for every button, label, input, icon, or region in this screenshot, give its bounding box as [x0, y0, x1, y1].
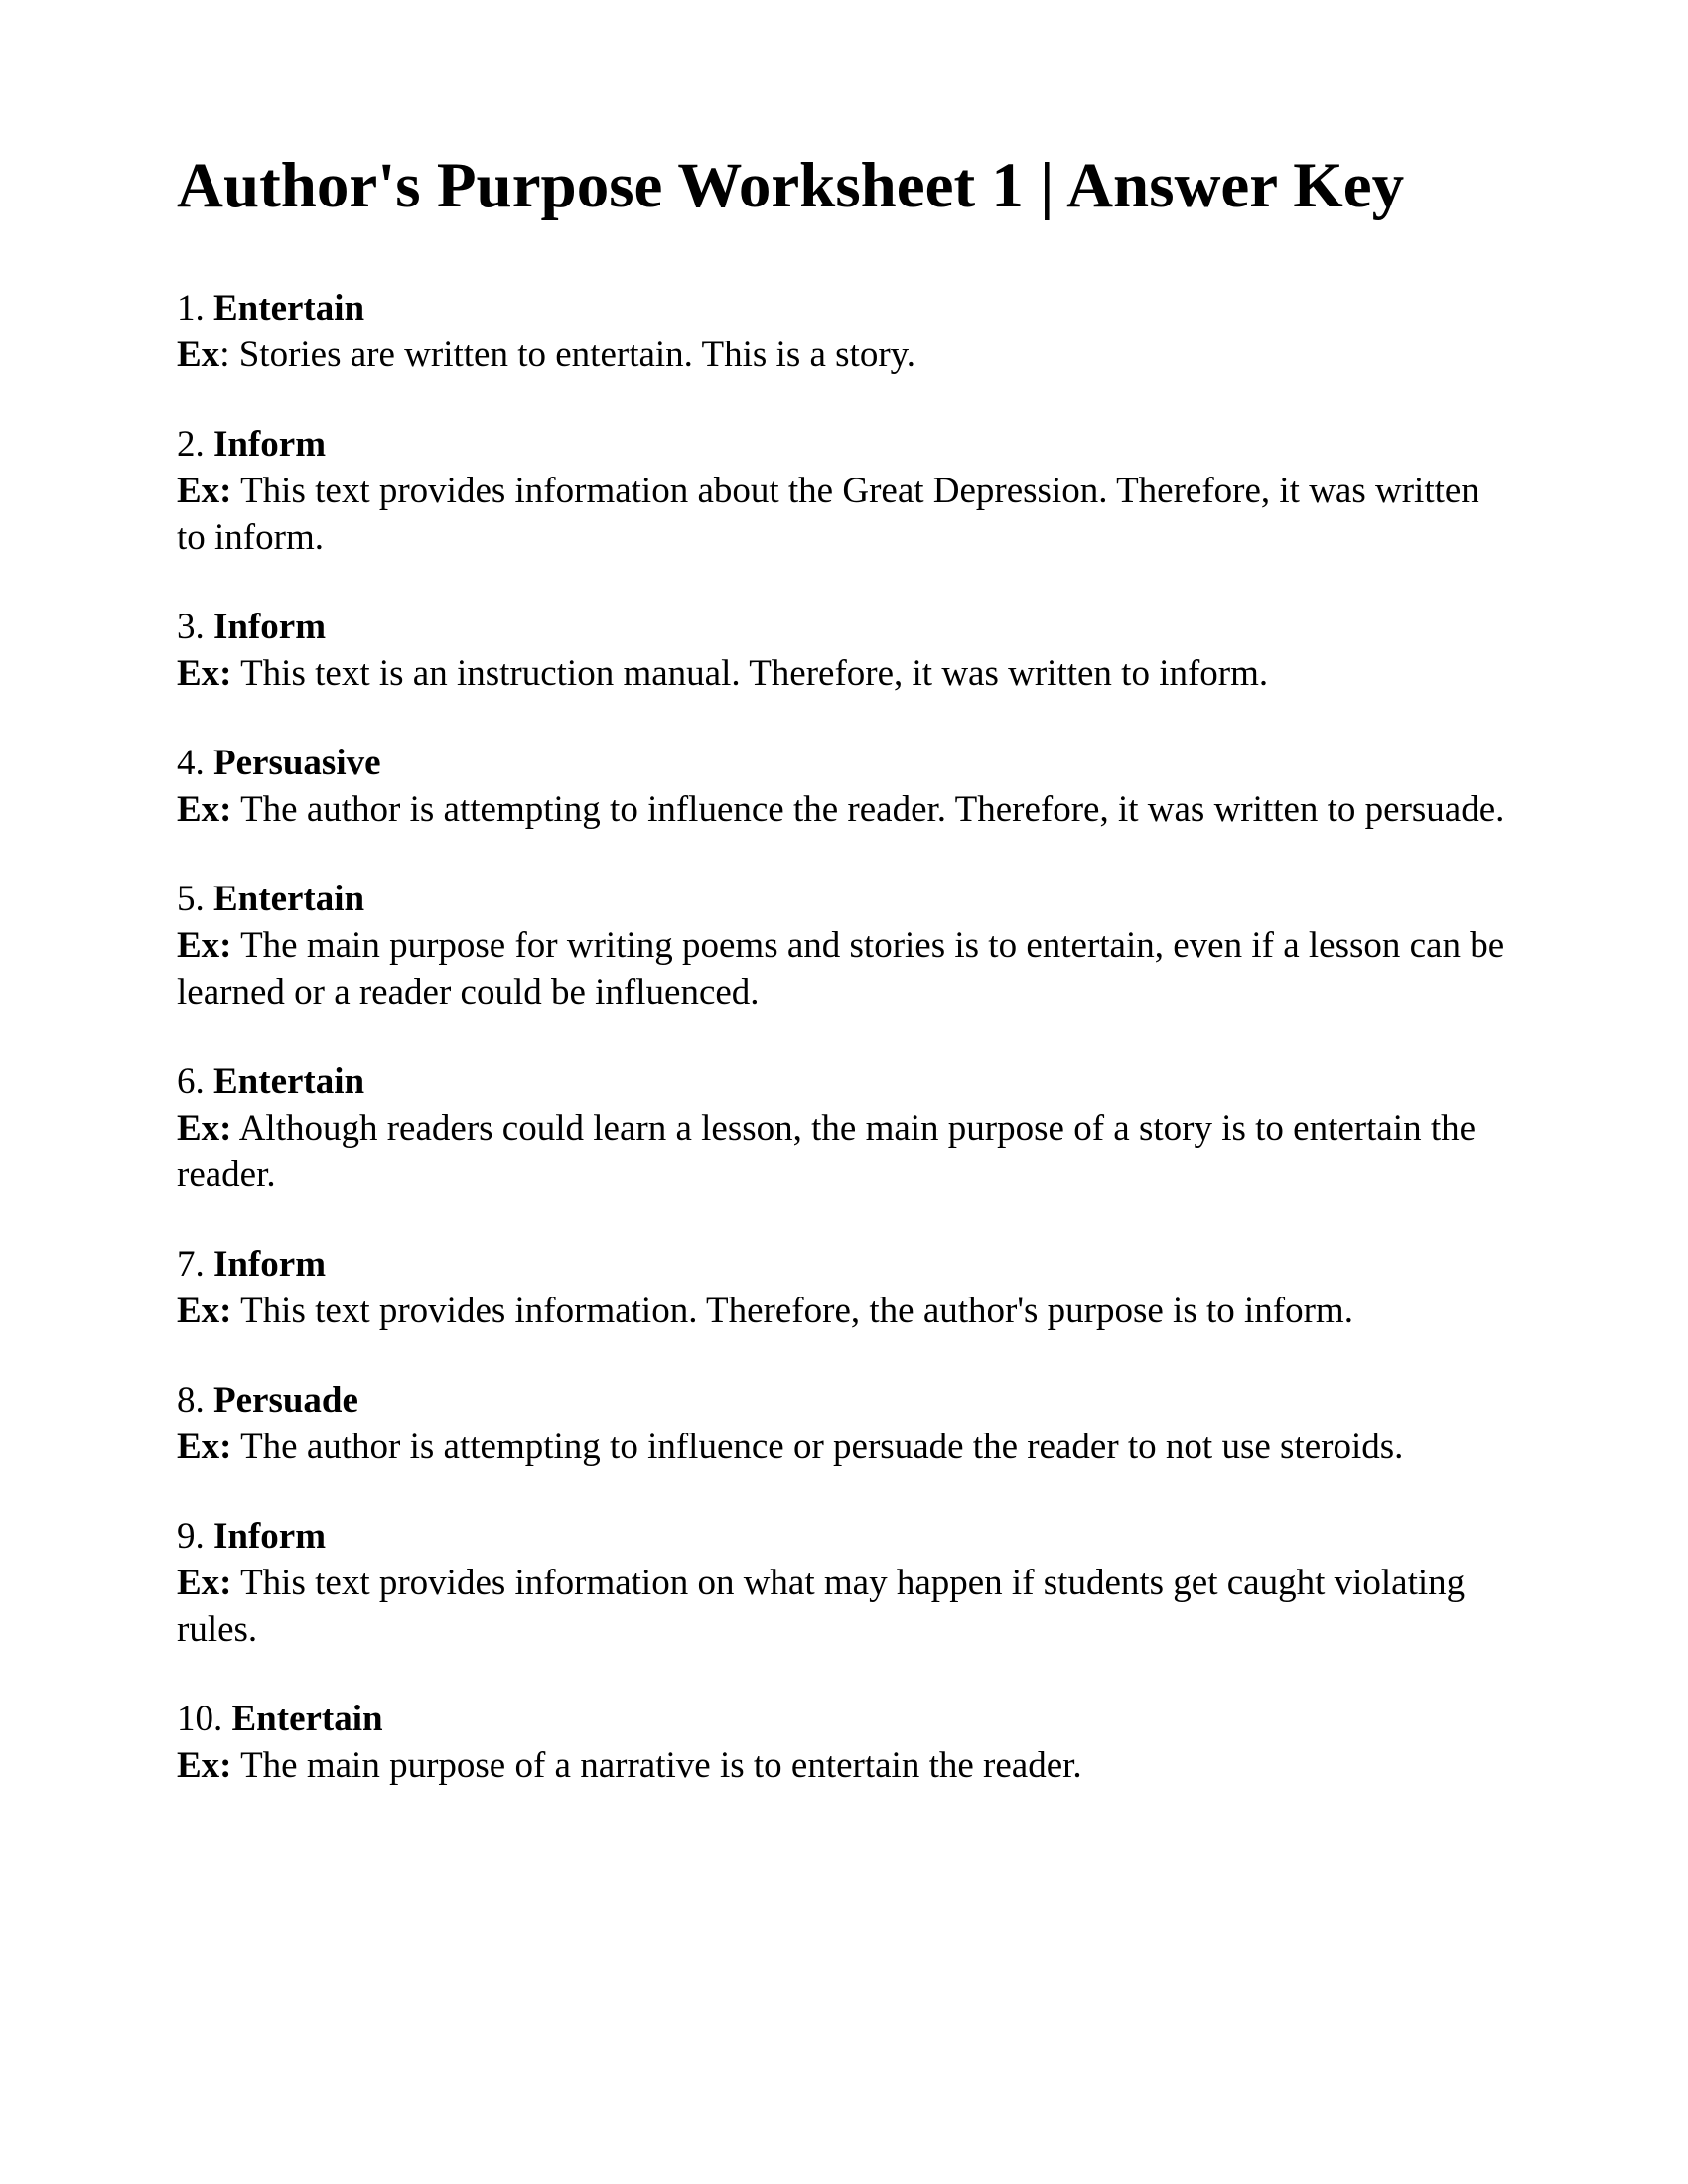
item-heading — [177, 604, 1514, 650]
ex-label: Ex: — [177, 1426, 232, 1467]
item-explanation — [177, 1560, 1514, 1653]
item-answer: Persuade — [213, 1379, 358, 1421]
ex-text: This text provides information about the Great Depression. Therefore, it was written to inform. — [177, 470, 1479, 558]
item-answer: Persuasive — [213, 742, 381, 783]
item-number: 2. — [177, 423, 205, 465]
ex-label: Ex: — [177, 470, 232, 511]
item-number: 1. — [177, 287, 205, 329]
item-heading — [177, 421, 1514, 468]
page-title: Author's Purpose Worksheet 1 | Answer Key — [177, 150, 1405, 221]
item-answer: Inform — [213, 606, 327, 647]
ex-text: The main purpose for writing poems and stories is to entertain, even if a lesson can be learned or a reader could be influenced. — [177, 924, 1505, 1013]
item-heading — [177, 740, 1514, 786]
item-number: 4. — [177, 742, 205, 783]
item-answer: Inform — [213, 1515, 327, 1557]
ex-label: Ex: — [177, 1107, 232, 1149]
ex-label: Ex: — [177, 924, 232, 966]
item-answer: Entertain — [213, 878, 365, 919]
item-explanation — [177, 922, 1514, 1016]
ex-text: The author is attempting to influence or persuade the reader to not use steroids. — [231, 1426, 1404, 1467]
ex-label: Ex — [177, 334, 220, 375]
item-answer: Entertain — [213, 1060, 365, 1102]
ex-text: : Stories are written to entertain. This is a story. — [219, 334, 915, 375]
item-answer: Inform — [213, 1243, 327, 1285]
item-explanation — [177, 1424, 1514, 1470]
answer-item — [177, 1513, 1514, 1653]
item-explanation — [177, 1288, 1514, 1334]
item-heading — [177, 1696, 1514, 1742]
item-explanation — [177, 1105, 1514, 1198]
ex-label: Ex: — [177, 652, 232, 694]
item-heading — [177, 1058, 1514, 1105]
ex-label: Ex: — [177, 1744, 232, 1786]
item-number: 6. — [177, 1060, 205, 1102]
answer-item — [177, 1377, 1514, 1470]
ex-text: Although readers could learn a lesson, the main purpose of a story is to entertain the reader. — [177, 1107, 1477, 1195]
ex-label: Ex: — [177, 1562, 232, 1603]
item-number: 9. — [177, 1515, 205, 1557]
item-heading — [177, 1513, 1514, 1560]
item-explanation — [177, 786, 1514, 833]
answer-item — [177, 1696, 1514, 1789]
item-explanation — [177, 468, 1514, 561]
answer-item — [177, 285, 1514, 378]
item-heading — [177, 1241, 1514, 1288]
item-answer: Entertain — [231, 1698, 383, 1739]
answer-item — [177, 876, 1514, 1016]
item-explanation — [177, 332, 1514, 378]
ex-label: Ex: — [177, 788, 232, 830]
answer-item — [177, 1058, 1514, 1198]
ex-label: Ex: — [177, 1290, 232, 1331]
ex-text: The main purpose of a narrative is to entertain the reader. — [231, 1744, 1082, 1786]
answer-item — [177, 421, 1514, 561]
answer-item — [177, 1241, 1514, 1334]
item-heading — [177, 1377, 1514, 1424]
ex-text: This text provides information on what may happen if students get caught violating rules. — [177, 1562, 1466, 1650]
item-number: 8. — [177, 1379, 205, 1421]
ex-text: The author is attempting to influence the reader. Therefore, it was written to persuade. — [231, 788, 1505, 830]
item-explanation — [177, 1742, 1514, 1789]
item-answer: Inform — [213, 423, 327, 465]
item-number: 10. — [177, 1698, 223, 1739]
ex-text: This text provides information. Therefore, the author's purpose is to inform. — [231, 1290, 1353, 1331]
item-heading — [177, 876, 1514, 922]
item-heading — [177, 285, 1514, 332]
ex-text: This text is an instruction manual. Therefore, it was written to inform. — [231, 652, 1269, 694]
answer-item — [177, 604, 1514, 697]
item-number: 3. — [177, 606, 205, 647]
answer-item — [177, 740, 1514, 833]
item-explanation — [177, 650, 1514, 697]
item-answer: Entertain — [213, 287, 365, 329]
item-number: 7. — [177, 1243, 205, 1285]
item-number: 5. — [177, 878, 205, 919]
